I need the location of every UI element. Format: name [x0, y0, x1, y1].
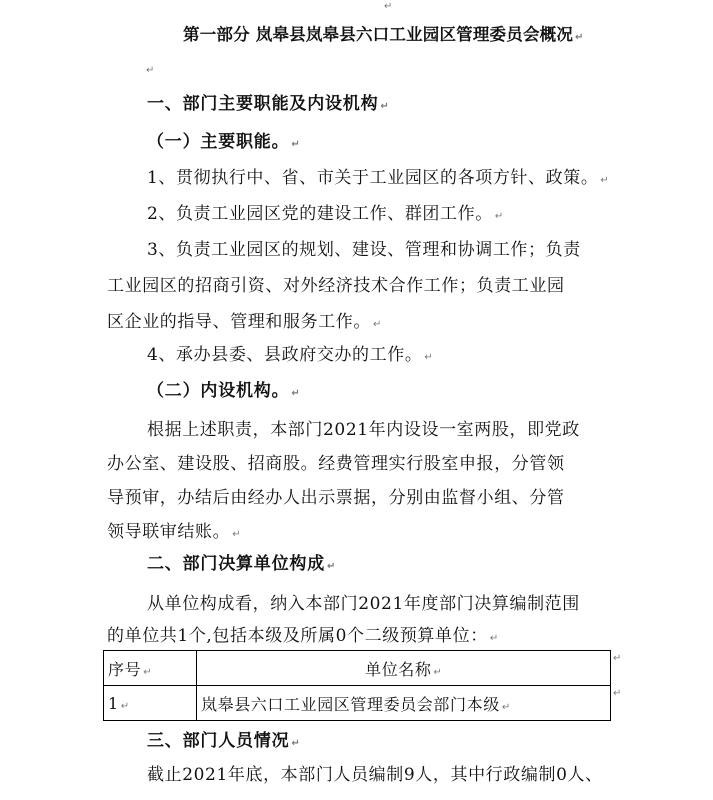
organization-paragraph-line1: 根据上述职责，本部门2021年内设设一室两股，即党政: [147, 420, 580, 440]
organization-paragraph-line3: 导预审，办结后由经办人出示票据，分别由监督小组、分管: [107, 488, 565, 508]
section-heading-staff: 三、部门人员情况 ↵: [147, 731, 300, 751]
units-paragraph-line1: 从单位构成看，纳入本部门2021年度部门决算编制范围: [147, 594, 580, 614]
subsection-heading-organization: （二）内设机构。 ↵: [147, 381, 300, 401]
table-cell: 岚皋县六口工业园区管理委员会部门本级 ↵: [197, 686, 611, 721]
duty-item-2: 2、负责工业园区党的建设工作、群团工作。 ↵: [147, 204, 504, 224]
duty-item-4: 4、承办县委、县政府交办的工作。 ↵: [147, 345, 433, 365]
staff-paragraph-line1: 截止2021年底，本部门人员编制9人，其中行政编制0人、: [147, 765, 603, 785]
paragraph-mark: ↵: [384, 1, 393, 12]
row-end-mark: ↵: [613, 688, 622, 699]
paragraph-mark: ↵: [146, 65, 155, 76]
table-row: [104, 686, 611, 721]
table-cell: 1 ↵: [104, 686, 197, 721]
duty-item-3-line1: 3、负责工业园区的规划、建设、管理和协调工作；负责: [147, 240, 581, 260]
duty-item-3-line2: 工业园区的招商引资、对外经济技术合作工作；负责工业园: [107, 276, 565, 296]
table-header-row: [104, 651, 611, 686]
section-heading-functions: 一、部门主要职能及内设机构 ↵: [147, 94, 389, 114]
table-header-cell: 单位名称 ↵: [197, 651, 611, 686]
duty-item-3-line3: 区企业的指导、管理和服务工作。 ↵: [107, 312, 382, 332]
section-heading-units: 二、部门决算单位构成 ↵: [147, 554, 336, 574]
units-table: [103, 650, 611, 721]
document-title: 第一部分 岚皋县岚皋县六口工业园区管理委员会概况 ↵: [183, 25, 584, 44]
units-paragraph-line2: 的单位共1个,包括本级及所属0个二级预算单位： ↵: [107, 626, 499, 646]
duty-item-1: 1、贯彻执行中、省、市关于工业园区的各项方针、政策。 ↵: [147, 168, 609, 188]
row-end-mark: ↵: [613, 653, 622, 664]
organization-paragraph-line2: 办公室、建设股、招商股。经费管理实行股室申报，分管领: [107, 454, 565, 474]
table-header-cell: 序号 ↵: [104, 651, 197, 686]
organization-paragraph-line4: 领导联审结账。 ↵: [107, 522, 241, 542]
subsection-heading-duties: （一）主要职能。 ↵: [147, 132, 300, 152]
